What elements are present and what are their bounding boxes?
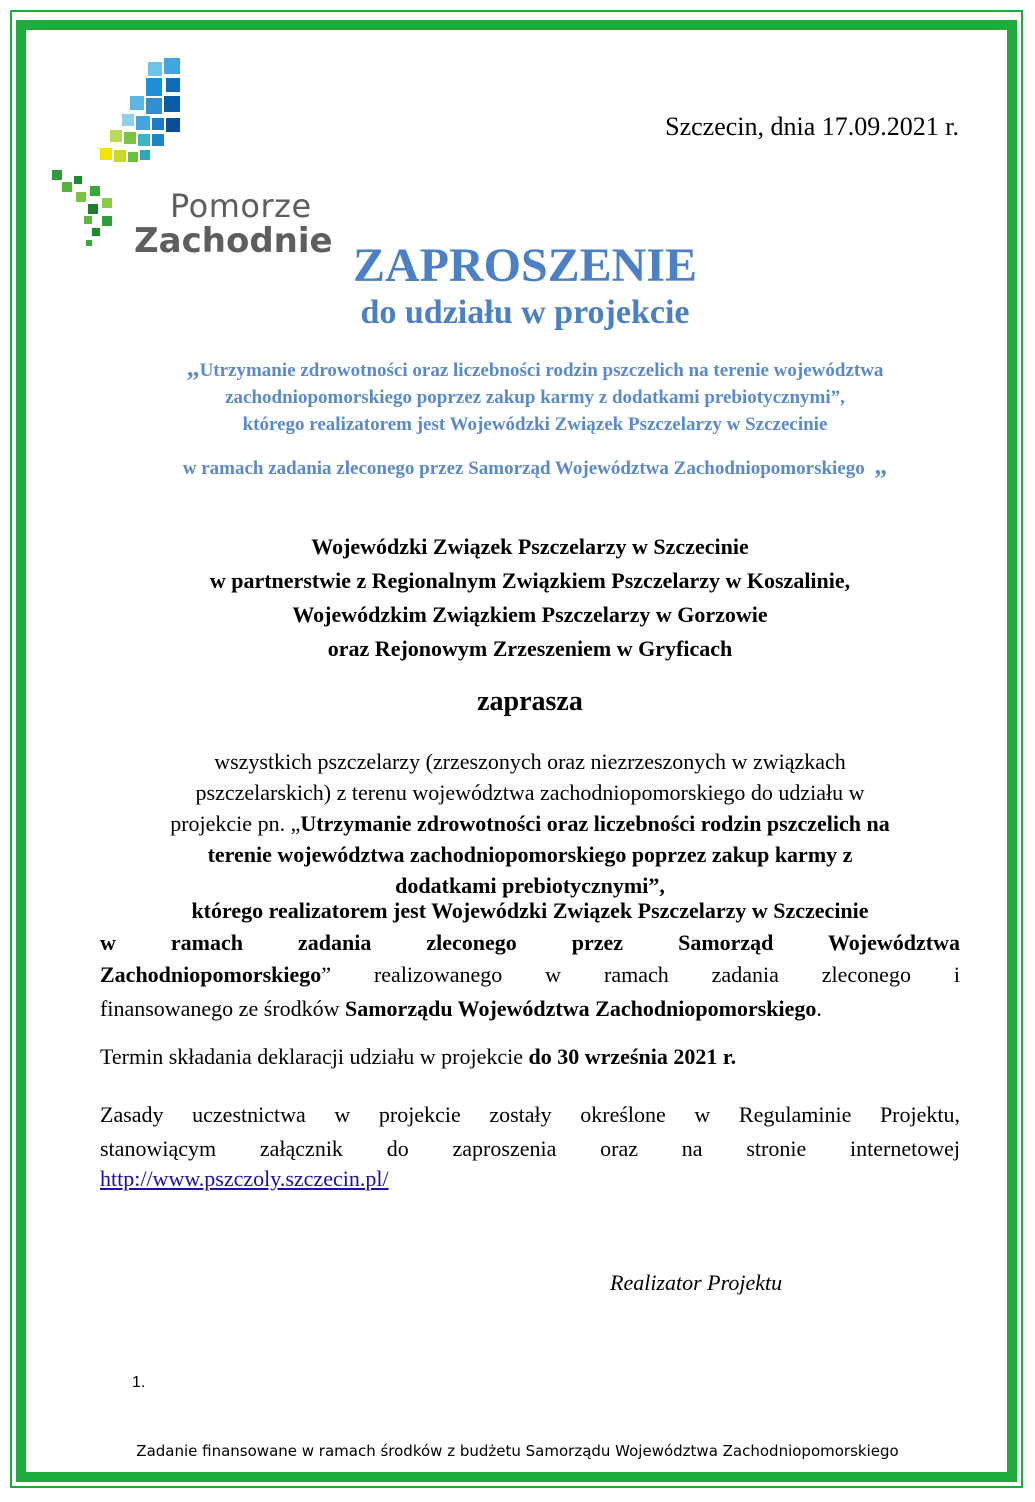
body-line-6 (100, 894, 960, 927)
rules-line-2: stanowiącym załącznik do zaproszenia oraz na stronie internetowej (100, 1136, 960, 1161)
body-line-2: pszczelarskich) z terenu województwa zachodniopomorskiego do udziału w (195, 780, 865, 805)
invites-heading: zaprasza (477, 686, 583, 717)
body-line-1: wszystkich pszczelarzy (zrzeszonych oraz niezrzeszonych w związkach (214, 749, 846, 774)
document-subtitle: do udziału w projekcie (360, 294, 690, 331)
numbered-list-item: 1. (132, 1374, 146, 1391)
body-line-3-bold: Utrzymanie zdrowotności oraz liczebności rodzin pszczelich na (300, 811, 890, 836)
document-date: Szczecin, dnia 17.09.2021 r. (665, 112, 959, 141)
deadline-bold: do 30 września 2021 r. (528, 1044, 737, 1069)
logo-line-pomorze: Pomorze (170, 187, 312, 225)
body-line-9-bold: Samorządu Województwa Zachodniopomorskiego (345, 996, 817, 1021)
body-line-3-plain: projekcie pn. „ (170, 811, 301, 836)
document-title: ZAPROSZENIE (352, 239, 698, 292)
signature-role: Realizator Projektu (610, 1270, 783, 1295)
open-quote: „ (186, 353, 200, 382)
invitation-body (100, 746, 960, 901)
deadline-line (100, 1044, 960, 1070)
deadline-plain: Termin składania deklaracji udziału w projekcie (100, 1044, 529, 1069)
body-line-7: w ramach zadania zleconego przez Samorząd Województwa (100, 930, 960, 955)
body-line-9 (100, 992, 960, 1025)
project-line-2: zachodniopomorskiego poprzez zakup karmy z dodatkami prebiotycznymi”, (225, 387, 845, 408)
partner-line: Wojewódzkim Związkiem Pszczelarzy w Gorzowie (292, 602, 768, 627)
website-link[interactable]: http://www.pszczoly.szczecin.pl/ (100, 1166, 389, 1191)
partner-line: w partnerstwie z Regionalnym Związkiem Pszczelarzy w Koszalinie, (209, 568, 851, 593)
body-line-6-text: którego realizatorem jest Wojewódzki Związek Pszczelarzy w Szczecinie (191, 898, 869, 923)
rules-line-1: Zasady uczestnictwa w projekcie zostały określone w Regulaminie Projektu, (100, 1102, 960, 1127)
project-line-3: którego realizatorem jest Wojewódzki Związek Pszczelarzy w Szczecinie (242, 414, 828, 435)
body-line-8 (100, 958, 960, 991)
body-line-9-end: . (816, 996, 822, 1021)
project-line-1: Utrzymanie zdrowotności oraz liczebności rodzin pszczelich na terenie województwa (199, 360, 884, 381)
logo-line-zachodnie: Zachodnie (134, 221, 333, 261)
partner-line: Wojewódzki Związek Pszczelarzy w Szczecinie (311, 534, 749, 559)
body-line-9-plain: finansowanego ze środków (100, 996, 345, 1021)
funding-footer: Zadanie finansowane w ramach środków z budżetu Samorządu Województwa Zachodniopomorskiego (136, 1442, 899, 1460)
project-name-block (110, 354, 960, 482)
body-line-8-plain: ” realizowanego w ramach zadania zleconego i (321, 962, 960, 987)
partners-block (100, 530, 960, 666)
close-quote: „ (874, 451, 888, 480)
body-line-5: dodatkami prebiotycznymi”, (395, 873, 665, 898)
project-line-4: w ramach zadania zleconego przez Samorząd Województwa Zachodniopomorskiego (182, 458, 865, 479)
body-line-8-bold: Zachodniopomorskiego (100, 962, 322, 987)
body-line-4: terenie województwa zachodniopomorskiego poprzez zakup karmy z (207, 842, 853, 867)
partner-line: oraz Rejonowym Zrzeszeniem w Gryficach (327, 636, 733, 661)
